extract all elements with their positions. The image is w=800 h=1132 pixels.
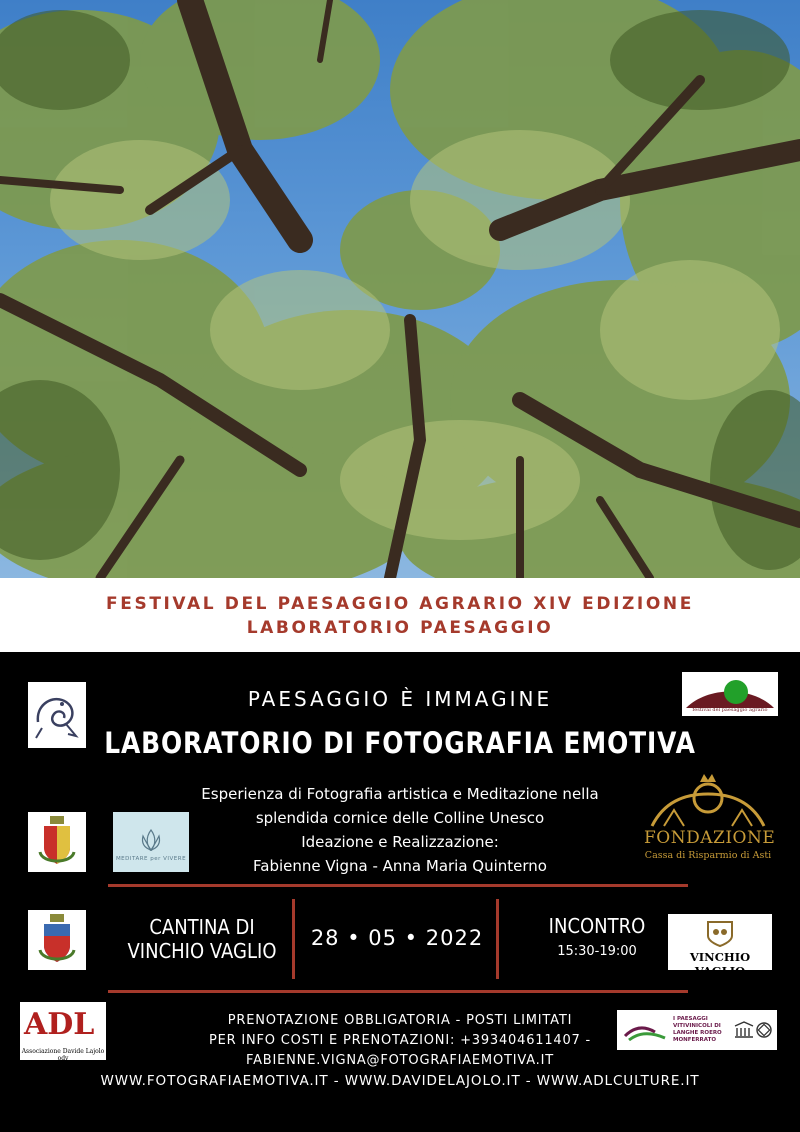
fondazione-name: FONDAZIONE (644, 828, 776, 848)
unesco-line: I PAESAGGI (673, 1016, 708, 1022)
description-line: Fabienne Vigna - Anna Maria Quinterno (253, 857, 547, 875)
festival-band (0, 578, 800, 652)
booking-info (150, 1011, 650, 1071)
divider-vertical-left (292, 899, 295, 979)
unesco-line: LANGHE ROERO (673, 1030, 722, 1036)
venue-line: CANTINA DI (149, 915, 255, 939)
fondazione-crest-icon (644, 772, 772, 830)
festival-paesaggio-logo (682, 672, 778, 716)
event-description (130, 782, 670, 878)
description-line: splendida cornice delle Colline Unesco (255, 809, 545, 827)
hills-icon (621, 1010, 671, 1050)
event-title: LABORATORIO DI FOTOGRAFIA EMOTIVA (104, 726, 696, 760)
unesco-paesaggi-logo (617, 1010, 777, 1050)
meditare-caption: MEDITARE per VIVERE (115, 856, 187, 862)
unesco-line: VITIVINICOLI DI (673, 1023, 721, 1029)
lotus-icon (113, 812, 189, 872)
festival-edition-heading: FESTIVAL DEL PAESAGGIO AGRARIO XIV EDIZIONE (106, 594, 694, 614)
description-line: Esperienza di Fotografia artistica e Meditazione nella (201, 785, 599, 803)
unesco-caption (673, 1016, 733, 1044)
crest-icon (28, 910, 86, 970)
venue-block (121, 915, 283, 963)
meditare-per-vivere-logo (113, 812, 189, 872)
booking-line: PER INFO COSTI E PRENOTAZIONI: +393404611407 - (208, 1033, 592, 1048)
description-line: Ideazione e Realizzazione: (301, 833, 499, 851)
meeting-time: 15:30-19:00 (557, 944, 637, 959)
meeting-block (502, 914, 692, 959)
dragon-icon (28, 682, 86, 748)
vinchio-vaglio-logo (668, 914, 772, 978)
vinchio-caption: VINCHIO VAGLIO (689, 950, 751, 978)
divider-bottom (108, 990, 688, 993)
booking-email[interactable]: FABIENNE.VIGNA@FOTOGRAFIAEMOTIVA.IT (246, 1053, 554, 1068)
fondazione-logo (644, 772, 776, 870)
adl-mark: ADL (24, 1007, 95, 1042)
adl-logo (20, 1002, 106, 1060)
festival-logo-caption: festival del paesaggio agrario (692, 707, 768, 713)
fondazione-subtitle: Cassa di Risparmio di Asti (644, 850, 772, 861)
divider-top (108, 884, 688, 887)
vinchio-crest-icon (668, 914, 772, 950)
dragon-logo (28, 682, 86, 748)
venue-line: VINCHIO VAGLIO (127, 939, 277, 963)
coat-of-arms-1 (28, 812, 86, 872)
crest-icon (28, 812, 86, 872)
event-subtitle: PAESAGGIO È IMMAGINE (247, 687, 553, 711)
festival-subheading: LABORATORIO PAESAGGIO (246, 618, 554, 638)
unesco-emblem-icon (733, 1020, 773, 1040)
event-date: 28 • 05 • 2022 (310, 926, 484, 950)
meeting-label: INCONTRO (548, 914, 646, 938)
divider-vertical-right (496, 899, 499, 979)
websites-line[interactable]: WWW.FOTOGRAFIAEMOTIVA.IT - WWW.DAVIDELAJOLO.IT - WWW.ADLCULTURE.IT (100, 1073, 700, 1089)
booking-line: PRENOTAZIONE OBBLIGATORIA - POSTI LIMITATI (227, 1013, 573, 1028)
adl-caption: Associazione Davide Lajolo odv (21, 1048, 105, 1062)
coat-of-arms-2 (28, 910, 86, 970)
unesco-line: MONFERRATO (673, 1037, 716, 1043)
